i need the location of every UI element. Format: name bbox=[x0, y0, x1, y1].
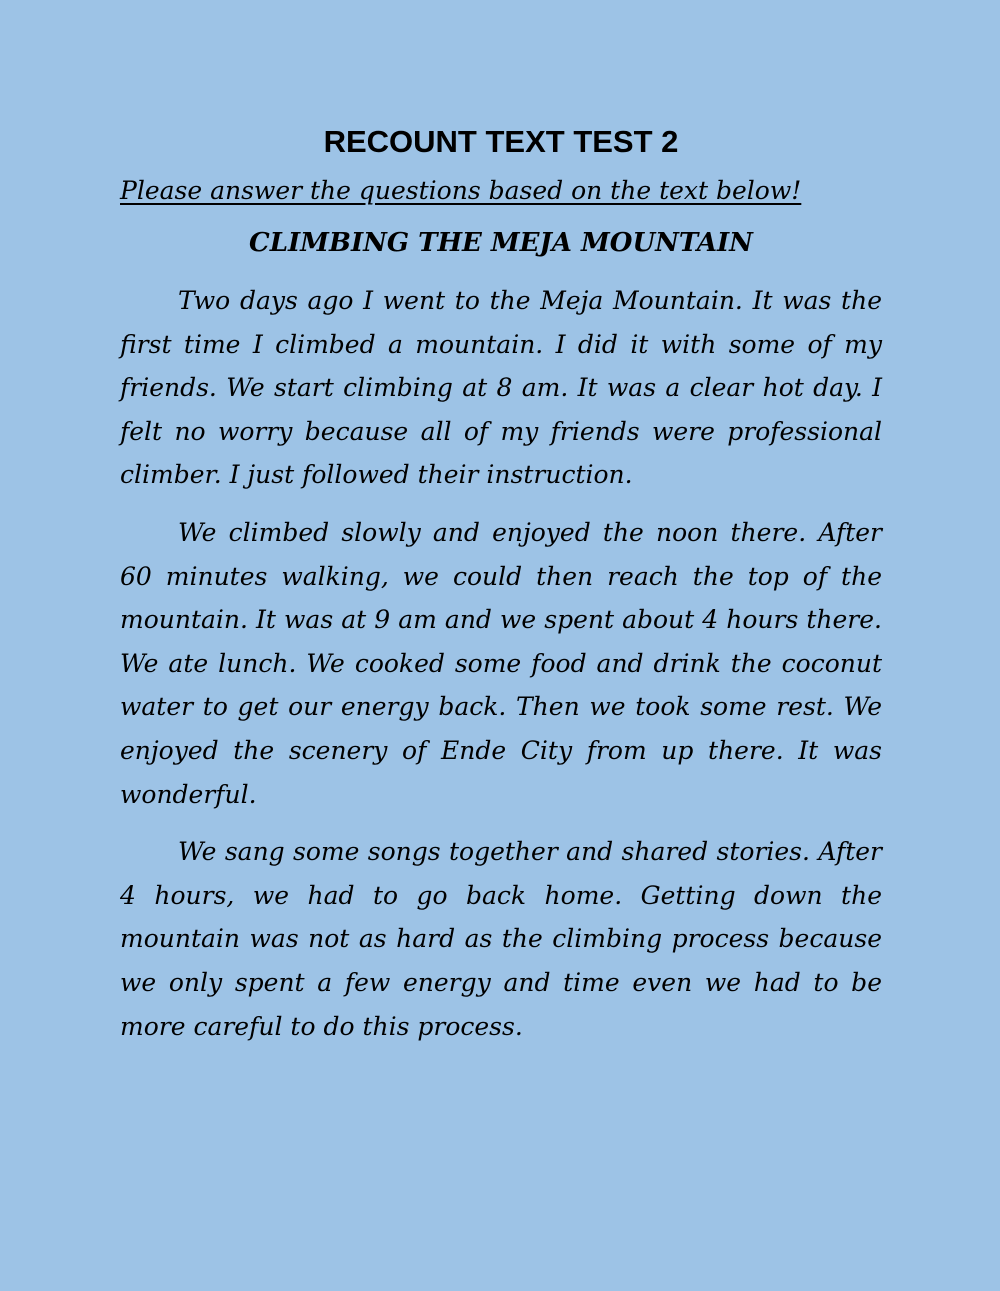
story-paragraph-2: We climbed slowly and enjoyed the noon there. After 60 minutes walking, we could then reach the top of the mountain. It was at 9 am and we spent about 4 hours there. We ate lunch. We cooked some food and drink the coconut water to get our energy back. Then we took some rest. We enjoyed the scenery of Ende City from up there. It was wonderful. bbox=[120, 517, 882, 809]
story-paragraph-1: Two days ago I went to the Meja Mountain. It was the first time I climbed a mountain. I did it with some of my friends. We start climbing at 8 am. It was a clear hot day. I felt no worry because all of my friends were professional climber. I just followed their instruction. bbox=[120, 286, 882, 490]
story-paragraph-3: We sang some songs together and shared stories. After 4 hours, we had to go back home. Getting down the mountain was not as hard as the climbing process because we only spent a few energy and time even we had to be more careful to do this process. bbox=[120, 837, 882, 1041]
instruction-text: Please answer the questions based on the text below! bbox=[120, 176, 802, 205]
test-title: RECOUNT TEXT TEST 2 bbox=[323, 124, 679, 159]
story-title: CLIMBING THE MEJA MOUNTAIN bbox=[249, 228, 753, 258]
